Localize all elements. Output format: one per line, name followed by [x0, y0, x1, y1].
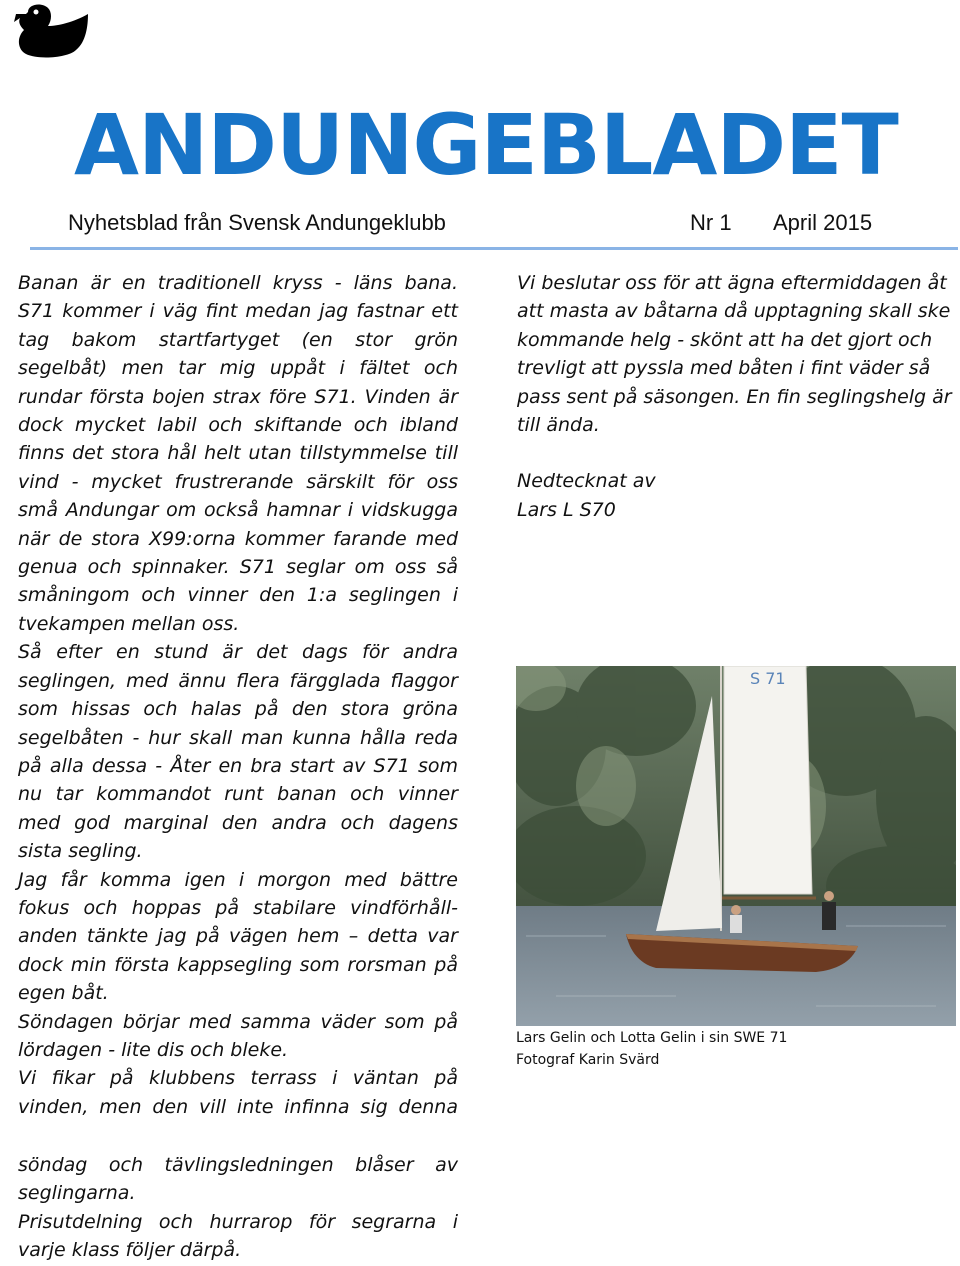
issue-date: April 2015 — [773, 210, 873, 235]
sailboat-photo — [516, 666, 956, 1026]
issue-number: Nr 1 — [690, 210, 732, 235]
newsletter-subtitle: Nyhetsblad från Svensk Andungeklubb — [68, 210, 446, 235]
paragraph: Söndagen börjar med samma väder som på lördagen - lite dis och bleke. — [18, 1010, 458, 1061]
author-name: Lars L S70 — [517, 498, 616, 521]
photo-credit: Fotograf Karin Svärd — [516, 1052, 660, 1068]
paragraph: Banan är en traditionell kryss - läns bana. S71 kommer i väg fint medan jag fastnar ett tag bakom startfartyget (en stor grön segelbåt) men tar mig uppåt i fältet och rundar första bojen strax före S71. Vinden är dock mycket labil och skiftande och ibland finns det stora hål helt utan tillstymmelse till vind - mycket frustrerande särskilt för oss små Andungar om också hamnar i vidskugga när de stora X99:orna kommer farande med genua och spinnaker. S71 seglar om oss så småningom och vinner den 1:a seglingen i tvekampen mellan oss. — [18, 272, 458, 635]
photo-caption: Lars Gelin och Lotta Gelin i sin SWE 71 — [516, 1030, 788, 1046]
sail-number: S 71 — [750, 669, 786, 688]
newsletter-title: ANDUNGEBLADET — [74, 96, 898, 194]
paragraph: Jag får komma igen i morgon med bättre fokus och hoppas på stabilare vindförhåll-anden tänkte jag på vägen hem – detta var dock min första kappsegling som rorsman på egen båt. — [18, 868, 458, 1005]
author-label: Nedtecknat av — [517, 470, 656, 493]
header-divider — [30, 247, 958, 250]
paragraph: Prisutdelning och hurrarop för segrarna i varje klass följer därpå. — [18, 1210, 458, 1262]
article-right-column — [517, 269, 959, 524]
duckling-icon — [14, 2, 90, 60]
article-bottom-column — [18, 1151, 458, 1265]
paragraph: Vi fikar på klubbens terrass i väntan på vinden, men den vill inte infinna sig denna — [18, 1067, 458, 1118]
article-left-column — [18, 269, 458, 1121]
paragraph: söndag och tävlingsledningen blåser av seglingarna. — [18, 1154, 458, 1205]
paragraph: Så efter en stund är det dags för andra seglingen, med ännu flera färgglada flaggor som hissas och halas på den stora gröna segelbåten - hur skall man kunna hålla reda på alla dessa - Åter en bra start av S71 som nu tar kommandot runt banan och vinner med god marginal den andra och dagens sista segling. — [18, 641, 458, 863]
paragraph: Vi beslutar oss för att ägna eftermiddagen åt att masta av båtarna då upptagning skall ske kommande helg - skönt att ha det gjort och trevligt att pyssla med båten i fint väder så pass sent på säsongen. En fin seglingshelg är till ända. — [517, 272, 952, 437]
